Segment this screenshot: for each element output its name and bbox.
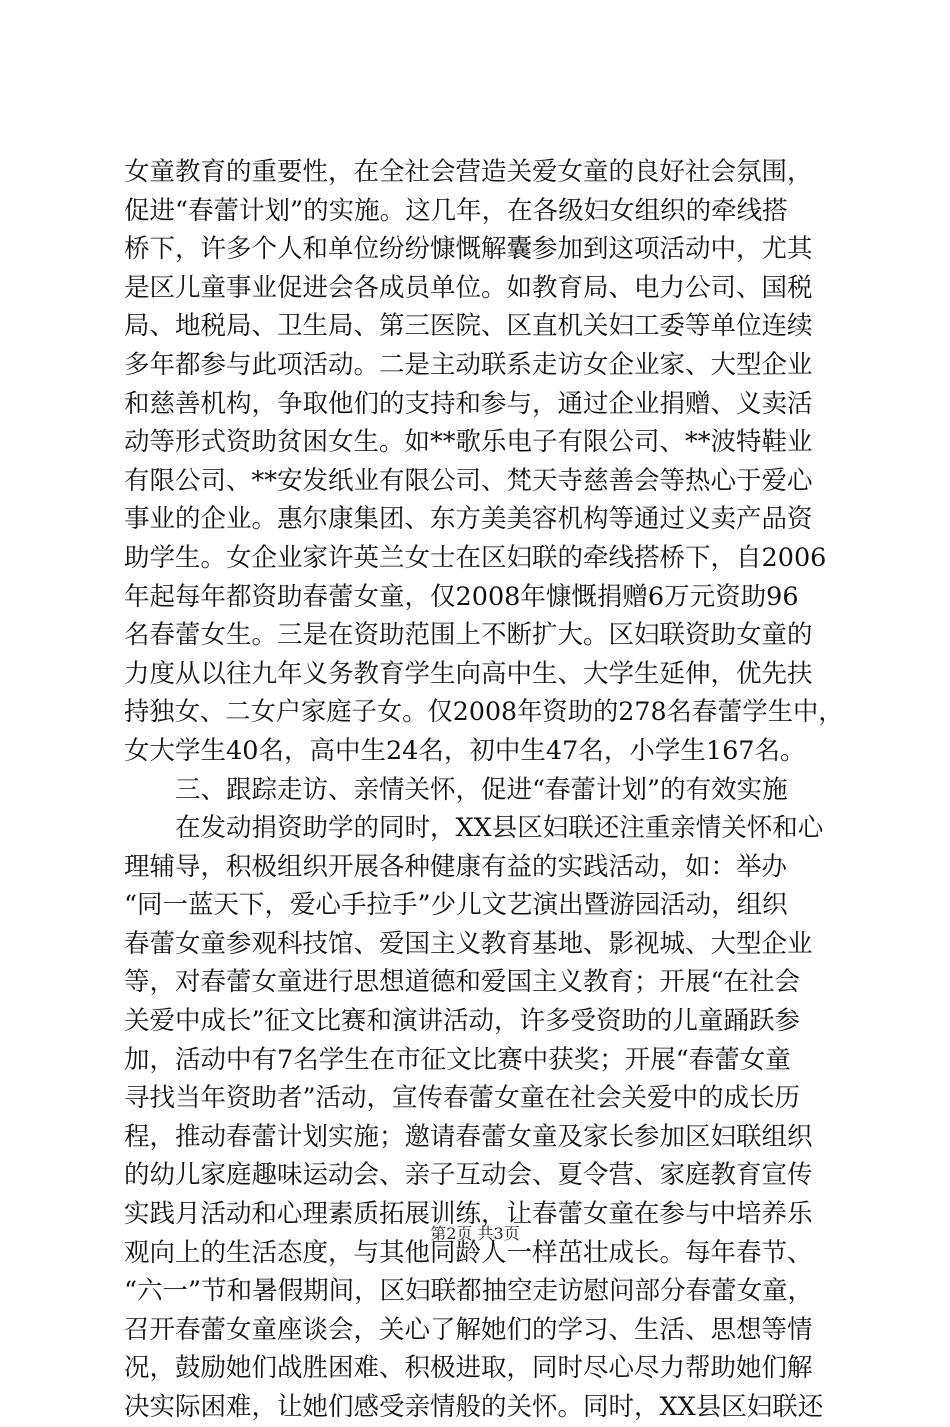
text-line: 和慈善机构，争取他们的支持和参与，通过企业捐赠、义卖活 — [124, 388, 813, 419]
text-line: 助学生。女企业家许英兰女士在区妇联的牵线搭桥下，自2006 — [124, 542, 827, 573]
text-line: 局、地税局、卫生局、第三医院、区直机关妇工委等单位连续 — [124, 311, 813, 342]
text-line: 女童教育的重要性，在全社会营造关爱女童的良好社会氛围， — [124, 157, 813, 187]
text-line: 在发动捐资助学的同时，XX县区妇联还注重亲情关怀和心 — [124, 813, 824, 844]
text-line: 动等形式资助贫困女生。如**歌乐电子有限公司、**波特鞋业 — [124, 427, 813, 458]
text-line: 观向上的生活态度，与其他同龄人一样茁壮成长。每年春节、 — [124, 1237, 813, 1268]
text-line: 促进“春蕾计划”的实施。这几年，在各级妇女组织的牵线搭 — [124, 195, 788, 226]
text-line: 年起每年都资助春蕾女童，仅2008年慷慨捐赠6万元资助96 — [124, 581, 799, 612]
text-line: 召开春蕾女童座谈会，关心了解她们的学习、生活、思想等情 — [124, 1314, 813, 1345]
text-line: 程，推动春蕾计划实施；邀请春蕾女童及家长参加区妇联组织 — [124, 1121, 813, 1152]
text-line: 实践月活动和心理素质拓展训练，让春蕾女童在参与中培养乐 — [124, 1199, 813, 1230]
text-line: 力度从以往九年义务教育学生向高中生、大学生延伸，优先扶 — [124, 658, 813, 689]
text-line: 女大学生40名，高中生24名，初中生47名，小学生167名。 — [124, 735, 806, 766]
page-footer: 第2页 共3页 — [430, 1224, 520, 1243]
text-line: 有限公司、**安发纸业有限公司、梵天寺慈善会等热心于爱心 — [124, 465, 813, 496]
text-line: 的幼儿家庭趣味运动会、亲子互动会、夏令营、家庭教育宣传 — [124, 1160, 813, 1191]
text-line: 三、跟踪走访、亲情关怀，促进“春蕾计划”的有效实施 — [124, 774, 788, 805]
text-line: 关爱中成长”征文比赛和演讲活动，许多受资助的儿童踊跃参 — [124, 1006, 801, 1037]
text-line: “六一”节和暑假期间，区妇联都抽空走访慰问部分春蕾女童， — [124, 1276, 814, 1307]
text-line: 持独女、二女户家庭子女。仅2008年资助的278名春蕾学生中， — [124, 697, 844, 728]
text-line: 多年都参与此项活动。二是主动联系走访女企业家、大型企业 — [124, 349, 813, 380]
text-line: 寻找当年资助者”活动，宣传春蕾女童在社会关爱中的成长历 — [124, 1083, 801, 1114]
text-line: 春蕾女童参观科技馆、爱国主义教育基地、影视城、大型企业 — [124, 928, 813, 959]
text-line: 事业的企业。惠尔康集团、东方美美容机构等通过义卖产品资 — [124, 504, 813, 535]
text-line: 决实际困难，让她们感受亲情般的关怀。同时，XX县区妇联还 — [124, 1392, 824, 1422]
text-line: 名春蕾女生。三是在资助范围上不断扩大。区妇联资助女童的 — [124, 620, 813, 651]
text-line: 况，鼓励她们战胜困难、积极进取，同时尽心尽力帮助她们解 — [124, 1353, 813, 1384]
text-line: 是区儿童事业促进会各成员单位。如教育局、电力公司、国税 — [124, 272, 813, 303]
text-line: 加，活动中有7名学生在市征文比赛中获奖；开展“春蕾女童 — [124, 1044, 791, 1075]
text-line: 桥下，许多个人和单位纷纷慷慨解囊参加到这项活动中，尤其 — [124, 234, 813, 265]
text-line: 等，对春蕾女童进行思想道德和爱国主义教育；开展“在社会 — [124, 967, 801, 998]
text-line: 理辅导，积极组织开展各种健康有益的实践活动，如：举办 — [124, 851, 788, 882]
text-line: “同一蓝天下，爱心手拉手”少儿文艺演出暨游园活动，组织 — [124, 890, 788, 921]
